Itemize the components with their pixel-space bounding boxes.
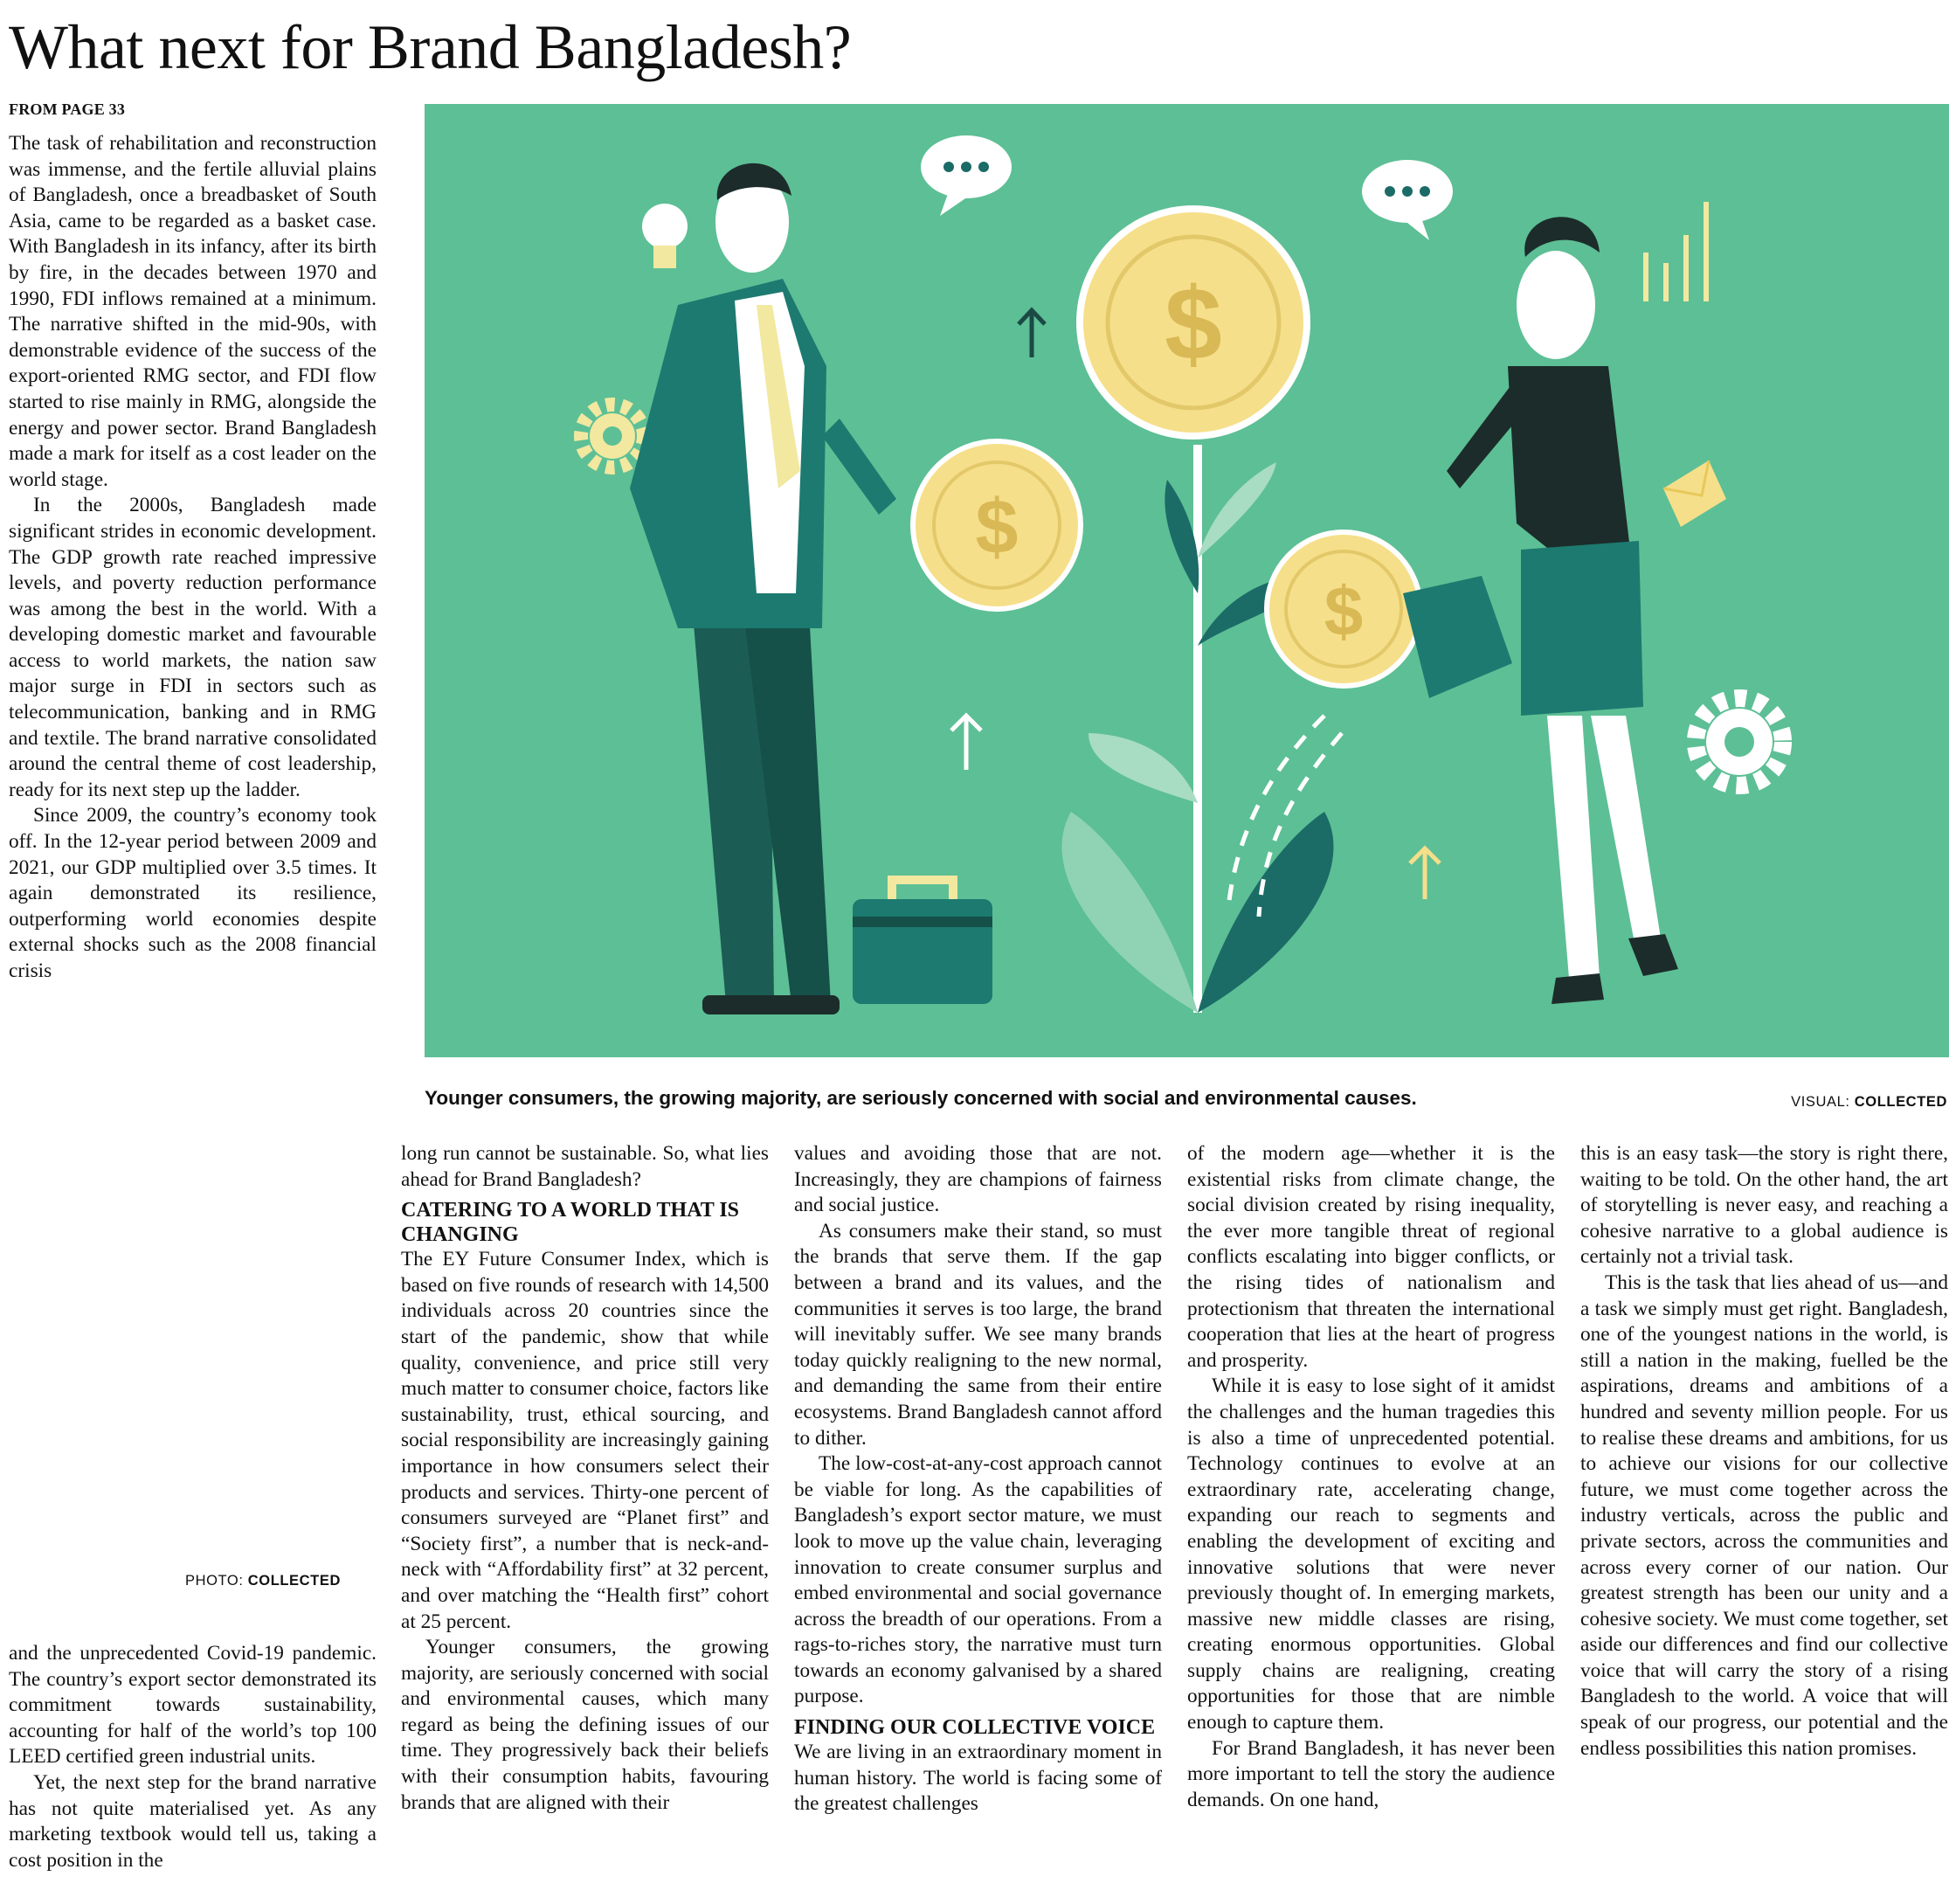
gear-icon — [1696, 698, 1783, 786]
up-arrow-icon — [1019, 310, 1045, 357]
subheading: CATERING TO A WORLD THAT IS CHANGING — [401, 1199, 740, 1247]
speech-bubble-icon — [921, 135, 1012, 216]
article-column-4 — [1187, 1141, 1555, 1813]
envelope-icon — [1663, 460, 1726, 527]
photo-credit: PHOTO: COLLECTED — [185, 1573, 341, 1589]
paragraph: In the 2000s, Bangladesh made significant strides in economic development. The GDP growth rate reached impressive levels, and poverty reduction performance was among the best in the world. With a developing domestic market and favourable access to world markets, the nation saw major surge in FDI in sectors such as telecommunication, banking and in RMG and textile. The brand narrative consolidated around the central theme of cost leadership, ready for its next step up the ladder. — [9, 494, 377, 801]
subheading: FINDING OUR COLLECTIVE VOICE — [794, 1716, 1156, 1740]
paragraph: This is the task that lies ahead of us—and a task we simply must get right. Bangladesh, one of the youngest nations in the world, is still a nation in the making, fuelled be the aspirations, dreams and ambitions of a hundred and seventy million people. For us to realise these dreams and ambitions, for us to achieve our visions for our collective future, we must come together across the industry verticals, across the public and private sectors, across the communities and across every corner of our nation. Our greatest strength has been our unity and a cohesive society. We must come together, set aside our differences and find our collective voice that will carry the story of a rising Bangladesh to the world. A voice that will speak of our progress, our potential and the endless possibilities this nation promises. — [1580, 1270, 1948, 1760]
paragraph: As consumers make their stand, so must the brands that serve them. If the gap between a brand and its values, and the communities it serves is too large, the brand will inevitably suffer. We see many brands today quickly realigning to the new normal, and demanding the same from their entire ecosystems. Brand Bangladesh cannot afford to dither. — [794, 1219, 1162, 1450]
continuation-kicker: FROM PAGE 33 — [9, 100, 126, 118]
paragraph: The low-cost-at-any-cost approach cannot be viable for long. As the capabilities of Bangladesh’s export sector mature, we must look to move up the value chain, leveraging innovation to create consumer surplus and embed environmental and social governance across the breadth of our operations. From a rags-to-riches story, the narrative must turn towards an economy galvanised by a shared purpose. — [794, 1452, 1162, 1708]
paragraph: The task of rehabilitation and reconstruction was immense, and the fertile alluvial plains of Bangladesh, once a breadbasket of South Asia, came to be regarded as a basket case. With Bangladesh in its infancy, after its birth by fire, in the decades between 1970 and 1990, FDI inflows remained at a minimum. The narrative shifted in the mid-90s, with demonstrable evidence of the success of the export-oriented RMG sector, and FDI flow started to rise mainly in RMG, alongside the energy and power sector. Brand Bangladesh made a mark for itself as a cost leader on the world stage. — [9, 132, 377, 491]
visual-credit: VISUAL: COLLECTED — [1791, 1094, 1947, 1110]
up-arrow-icon — [951, 716, 981, 770]
article-column-2 — [401, 1141, 769, 1816]
svg-text:$: $ — [975, 483, 1019, 570]
paragraph: For Brand Bangladesh, it has never been more important to tell the story the audience demands. On one hand, — [1187, 1736, 1555, 1811]
paragraph: and the unprecedented Covid-19 pandemic. The country’s export sector demonstrated its commitment towards sustainability, accounting for half of the world’s top 100 LEED certified green industrial units. — [9, 1642, 377, 1769]
speech-bubble-icon — [1362, 160, 1453, 240]
paragraph: of the modern age—whether it is the existential risks from climate change, the social division created by rising inequality, the ever more tangible threat of regional conflicts escalating into bigger conflicts, or the rising tides of nationalism and protectionism that threaten the international cooperation that lies at the heart of progress and prosperity. — [1187, 1142, 1555, 1372]
coin-icon — [1267, 532, 1420, 686]
article-column-1-bottom — [9, 1641, 377, 1873]
headline: What next for Brand Bangladesh? — [9, 12, 852, 82]
businesswoman-figure — [1403, 217, 1678, 1004]
paragraph: long run cannot be sustainable. So, what lies ahead for Brand Bangladesh? — [401, 1142, 769, 1191]
paragraph: this is an easy task—the story is right there, waiting to be told. On the other hand, the art of storytelling is never easy, and reaching a cohesive narrative to a global audience is certainly not a trivial task. — [1580, 1142, 1948, 1269]
businessman-figure — [630, 163, 896, 1014]
paragraph: values and avoiding those that are not. Increasingly, they are champions of fairness and social justice. — [794, 1142, 1162, 1217]
paragraph: The EY Future Consumer Index, which is based on five rounds of research with 14,500 individuals across 20 countries since the start of the pandemic, show that while quality, convenience, and price still very much matter to consumer choice, factors like sustainability, trust, ethical sourcing, and social responsibility are increasingly gaining importance in how consumers select their products and services. Thirty-one percent of consumers surveyed are “Planet first” and “Society first”, a number that is neck-and-neck with “Affordability first” at 32 percent, and over matching the “Health first” cohort at 25 percent. — [401, 1248, 769, 1633]
briefcase-icon — [853, 880, 992, 1004]
coin-icon — [913, 441, 1081, 609]
illustration — [425, 104, 1949, 1057]
figure-caption: Younger consumers, the growing majority, are seriously concerned with social and environmental causes. — [425, 1087, 1417, 1109]
article-column-5 — [1580, 1141, 1948, 1762]
article-column-1-top — [9, 131, 377, 985]
paragraph: Since 2009, the country’s economy took off. In the 12-year period between 2009 and 2021, our GDP multiplied over 3.5 times. It again demonstrated its resilience, outperforming world economies despite external shocks such as the 2008 financial crisis — [9, 804, 377, 982]
paragraph: While it is easy to lose sight of it amidst the challenges and the human tragedies this is also a time of unprecedented potential. Technology continues to evolve at an extraordinary rate, accelerating change, expanding our reach to segments and enabling the development of exciting and innovative solutions that were never previously thought of. In emerging markets, massive new middle classes are rising, creating enormous opportunities. Global supply chains are realigning, creating opportunities for those that are nimble enough to capture them. — [1187, 1374, 1555, 1734]
gear-icon — [581, 405, 644, 467]
money-plant — [1062, 445, 1334, 1013]
paragraph: Yet, the next step for the brand narrative has not quite materialised yet. As any marketing textbook would tell us, taking a cost position in the — [9, 1770, 377, 1872]
bar-chart-icon — [1643, 202, 1709, 301]
up-arrow-icon — [1410, 848, 1440, 899]
paragraph: We are living in an extraordinary moment in human history. The world is facing some of the greatest challenges — [794, 1741, 1162, 1816]
svg-text:$: $ — [1324, 572, 1364, 650]
money-tree-illustration — [425, 104, 1949, 1057]
svg-text:$: $ — [1165, 267, 1222, 382]
article-column-3 — [794, 1141, 1162, 1817]
lightbulb-icon — [642, 204, 688, 268]
paragraph: Younger consumers, the growing majority, are seriously concerned with social and environmental causes, which many regard as being the defining issues of our time. They progressively back their beliefs with their consumption habits, favouring brands that are aligned with their — [401, 1636, 769, 1814]
coin-icon — [1080, 209, 1307, 436]
